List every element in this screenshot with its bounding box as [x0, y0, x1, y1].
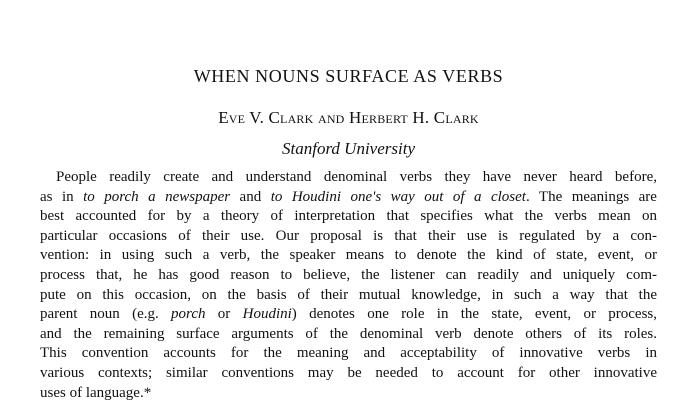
abstract-line: as in to porch a newspaper and to Houdini one's way out of a closet. The meanings are [40, 188, 657, 205]
abstract-line: and the remaining surface arguments of the denominal verb denote others of its roles. [40, 325, 657, 342]
example-term: porch [171, 306, 206, 323]
abstract-line: pute on this occasion, on the basis of their mutual knowledge, in such a way that the [40, 286, 657, 303]
abstract-line: particular occasions of their use. Our proposal is that their use is regulated by a con- [40, 227, 657, 244]
abstract-line: process that, he has good reason to believe, the listener can readily and uniquely com- [40, 266, 657, 283]
abstract-line: vention: in using such a verb, the speaker means to denote the kind of state, event, or [40, 247, 657, 264]
paper-title: WHEN NOUNS SURFACE AS VERBS [193, 66, 504, 86]
abstract-line: best accounted for by a theory of interpretation that specifies what the verbs mean on [40, 208, 657, 225]
paper-authors: Eve V. Clark and Herbert H. Clark [218, 108, 479, 127]
example-term: Houdini [242, 306, 292, 323]
abstract-line: This convention accounts for the meaning and acceptability of innovative verbs in [40, 345, 657, 362]
abstract-line: uses of language.* [40, 384, 152, 401]
abstract-line: parent noun (e.g. porch or Houdini) denotes one role in the state, event, or process, [40, 306, 657, 323]
abstract-line: People readily create and understand denominal verbs they have never heard before, [56, 169, 657, 185]
abstract-line: various contexts; similar conventions may be needed to account for other innovative [40, 364, 657, 381]
example-term: to Houdini one's way out of a closet [270, 188, 526, 205]
example-term: to porch a newspaper [83, 188, 231, 205]
abstract [40, 168, 657, 403]
paper-affiliation: Stanford University [282, 139, 415, 158]
